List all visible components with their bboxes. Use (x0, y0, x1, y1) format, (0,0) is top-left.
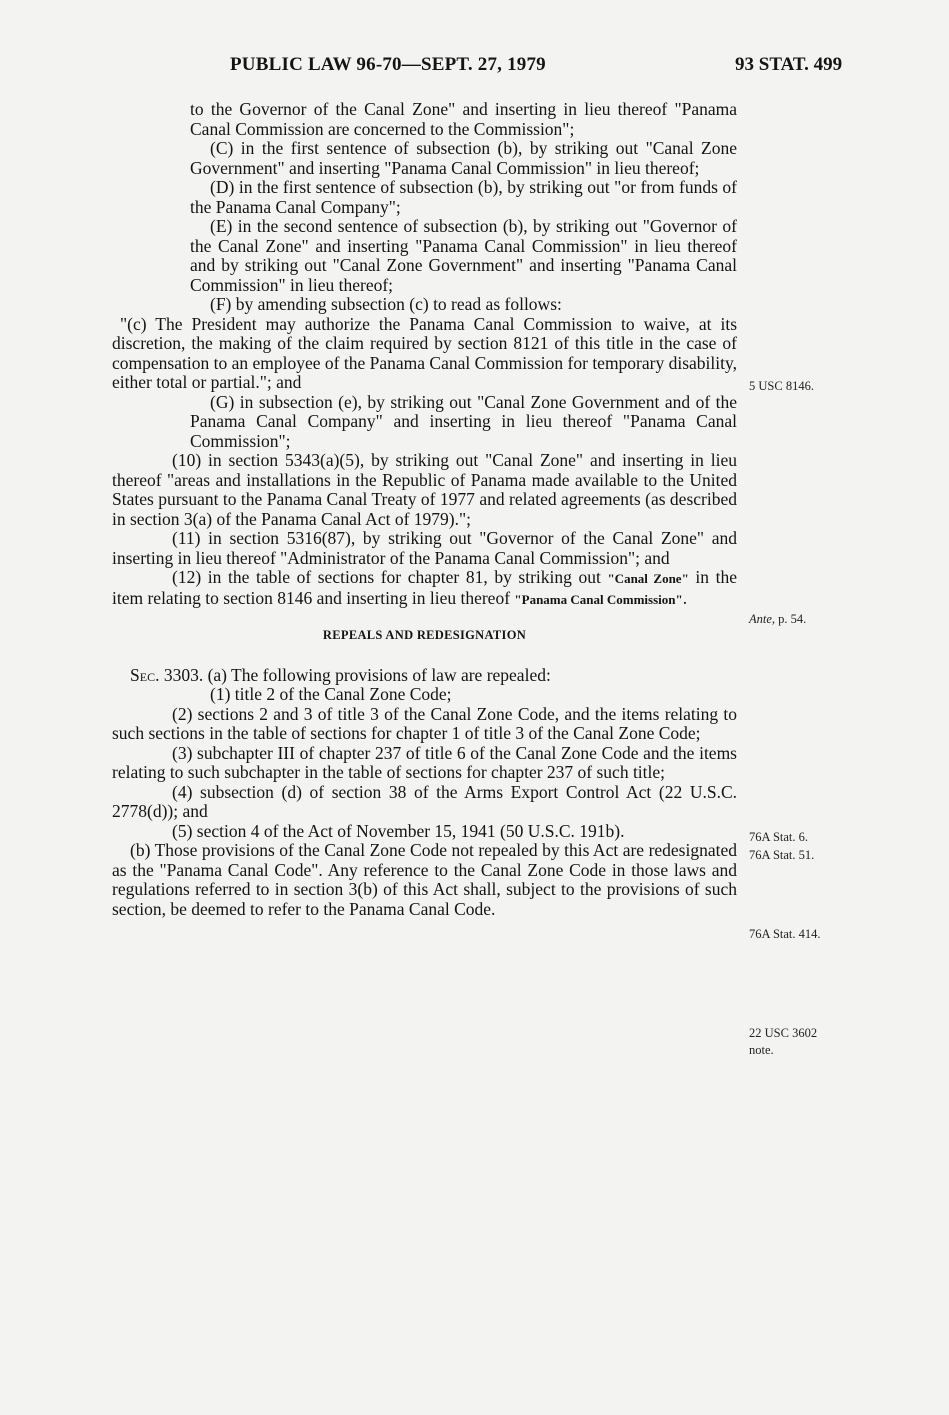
margin-note-5-usc-8146: 5 USC 8146. (749, 379, 814, 393)
paragraph-f: (F) by amending subsection (c) to read as follows: (210, 294, 562, 314)
margin-note-22-usc-3602: 22 USC 3602 (749, 1026, 818, 1040)
margin-note-note: note. (749, 1043, 774, 1057)
paragraph-12-middle: in the item relating to section 8146 and inserting in lieu thereof (112, 567, 737, 608)
margin-note-ante-italic: Ante, (749, 612, 776, 626)
margin-note-76a-stat-414: 76A Stat. 414. (749, 927, 821, 941)
paragraph-e: (E) in the second sentence of subsection (b), by striking out "Governor of the Canal Zone" and inserting "Panama Canal Commission" in lieu thereof and by striking out "Canal Zone Government" and inserting "Panama Canal Commission" in lieu thereof; (190, 216, 737, 295)
paragraph-d: (D) in the first sentence of subsection (b), by striking out "or from funds of the Panama Canal Company"; (190, 177, 737, 217)
header-title: PUBLIC LAW 96-70—SEPT. 27, 1979 (230, 54, 546, 75)
repeal-item-2: (2) sections 2 and 3 of title 3 of the Canal Zone Code, and the items relating to such sections in the table of sections for chapter 1 of title 3 of the Canal Zone Code; (112, 703, 737, 743)
page-header (0, 54, 949, 84)
margin-note-ante-page: p. 54. (775, 612, 807, 626)
paragraph-g: (G) in subsection (e), by striking out "Canal Zone Government and of the Panama Canal Company" and inserting in lieu thereof "Panama Canal Commission"; (190, 391, 737, 451)
paragraph-12-before: (12) in the table of sections for chapter 81, by striking out (172, 567, 608, 587)
header-stat-page: 93 STAT. 499 (735, 54, 843, 75)
body-text (112, 100, 737, 919)
margin-note-ante (749, 612, 806, 627)
paragraph-governor-continuation: to the Governor of the Canal Zone" and inserting in lieu thereof "Panama Canal Commission are concerned to the Commission"; (190, 99, 737, 139)
paragraph-12-canal-zone: "Canal Zone" (607, 571, 689, 586)
repeal-item-5: (5) section 4 of the Act of November 15, 1941 (50 U.S.C. 191b). (172, 820, 625, 841)
section-heading: REPEALS AND REDESIGNATION (322, 628, 527, 642)
subsection-b: (b) Those provisions of the Canal Zone Code not repealed by this Act are redesignated as the "Panama Canal Code". Any reference to the Canal Zone Code in those laws and regulations referred to in section 3(b) of this Act shall, subject to the provisions of such section, be deemed to refer to the Panama Canal Code. (112, 840, 737, 919)
paragraph-c: (C) in the first sentence of subsection (b), by striking out "Canal Zone Government" and inserting "Panama Canal Commission" in lieu thereof; (190, 138, 737, 178)
paragraph-10: (10) in section 5343(a)(5), by striking out "Canal Zone" and inserting in lieu thereof "areas and installations in the Republic of Panama made available to the United States pursuant to the Panama Canal Treaty of 1977 and related agreements (as described in section 3(a) of the Panama Canal Act of 1979)."; (112, 450, 737, 529)
repeal-item-4: (4) subsection (d) of section 38 of the Arms Export Control Act (22 U.S.C. 2778(d)); and (112, 781, 737, 821)
paragraph-12 (112, 568, 737, 609)
repeal-item-1: (1) title 2 of the Canal Zone Code; (210, 684, 452, 704)
paragraph-11: (11) in section 5316(87), by striking out "Governor of the Canal Zone" and inserting in lieu thereof "Administrator of the Panama Canal Commission"; and (112, 528, 737, 568)
paragraph-12-after: . (682, 587, 688, 608)
repeal-item-3: (3) subchapter III of chapter 237 of title 6 of the Canal Zone Code and the items relating to such subchapter in the table of sections for chapter 237 of such title; (112, 742, 737, 782)
margin-note-76a-stat-6: 76A Stat. 6. (749, 830, 809, 844)
sec-lead-text: 3303. (a) The following provisions of law are repealed: (159, 664, 551, 685)
paragraph-quoted-c: "(c) The President may authorize the Panama Canal Commission to waive, at its discretion, the making of the claim required by section 8121 of this title in the case of compensation to an employee of the Panama Canal Commission for temporary disability, either total or partial."; and (112, 313, 737, 392)
paragraph-12-commission: "Panama Canal Commission" (514, 591, 683, 607)
margin-note-76a-stat-51: 76A Stat. 51. (749, 848, 815, 862)
sec-label: Sec. (130, 664, 160, 685)
section-3303-lead (112, 666, 737, 686)
